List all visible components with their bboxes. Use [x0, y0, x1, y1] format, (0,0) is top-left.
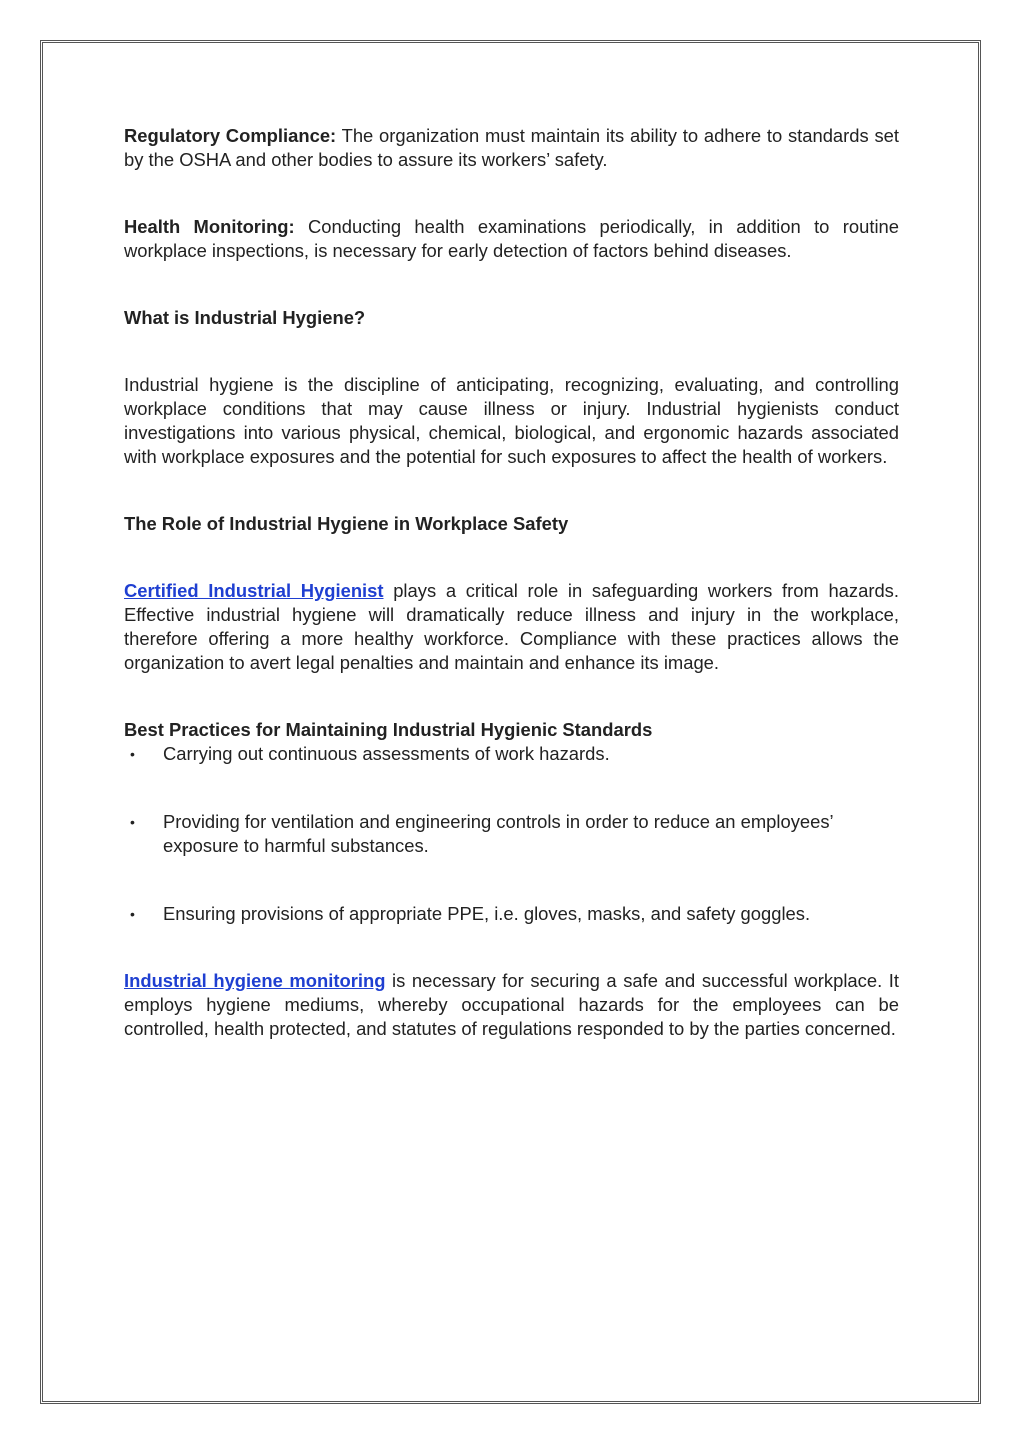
- role-heading: The Role of Industrial Hygiene in Workplace Safety: [124, 513, 569, 534]
- monitoring-text: is necessary for securing a safe and successful workplace. It employs hygiene mediums, whereby occupational hazards for the employees can be controlled, health protected, and statutes of regulations responded to by the parties concerned.: [124, 970, 899, 1039]
- what-heading: What is Industrial Hygiene?: [124, 307, 366, 328]
- bullet-icon: •: [130, 906, 135, 922]
- health-text: Conducting health examinations periodically, in addition to routine workplace inspections, is necessary for early detection of factors behind diseases.: [124, 216, 899, 261]
- hygiene-monitoring-link[interactable]: Industrial hygiene monitoring: [124, 970, 386, 991]
- bullet-icon: •: [130, 814, 135, 830]
- certified-hygienist-link[interactable]: Certified Industrial Hygienist: [124, 580, 384, 601]
- best-practices-list: [124, 742, 899, 926]
- regulatory-label: Regulatory Compliance:: [124, 125, 337, 146]
- list-item-text: Carrying out continuous assessments of work hazards.: [163, 743, 610, 764]
- list-item: [124, 742, 899, 766]
- regulatory-paragraph: [124, 124, 899, 172]
- health-label: Health Monitoring:: [124, 216, 295, 237]
- role-text: plays a critical role in safeguarding workers from hazards. Effective industrial hygiene will dramatically reduce illness and injury in the workplace, therefore offering a more healthy workforce. Compliance with these practices allows the organization to avert legal penalties and maintain and enhance its image.: [124, 580, 899, 673]
- regulatory-text: The organization must maintain its ability to adhere to standards set by the OSHA and other bodies to assure its workers’ safety.: [124, 125, 899, 170]
- monitoring-paragraph: [124, 969, 899, 1041]
- what-paragraph: Industrial hygiene is the discipline of anticipating, recognizing, evaluating, and controlling workplace conditions that may cause illness or injury. Industrial hygienists conduct investigations into various physical, chemical, biological, and ergonomic hazards associated with workplace exposures and the potential for such exposures to affect the health of workers.: [124, 374, 899, 467]
- bullet-icon: •: [130, 746, 135, 762]
- list-item: [124, 902, 899, 926]
- role-paragraph: [124, 579, 899, 675]
- document-content: [124, 124, 899, 1041]
- list-item: [124, 810, 899, 858]
- list-item-text: Providing for ventilation and engineering controls in order to reduce an employees’ exposure to harmful substances.: [163, 811, 833, 856]
- best-practices-heading: Best Practices for Maintaining Industrial Hygienic Standards: [124, 719, 653, 740]
- list-item-text: Ensuring provisions of appropriate PPE, i.e. gloves, masks, and safety goggles.: [163, 903, 811, 924]
- health-paragraph: [124, 215, 899, 263]
